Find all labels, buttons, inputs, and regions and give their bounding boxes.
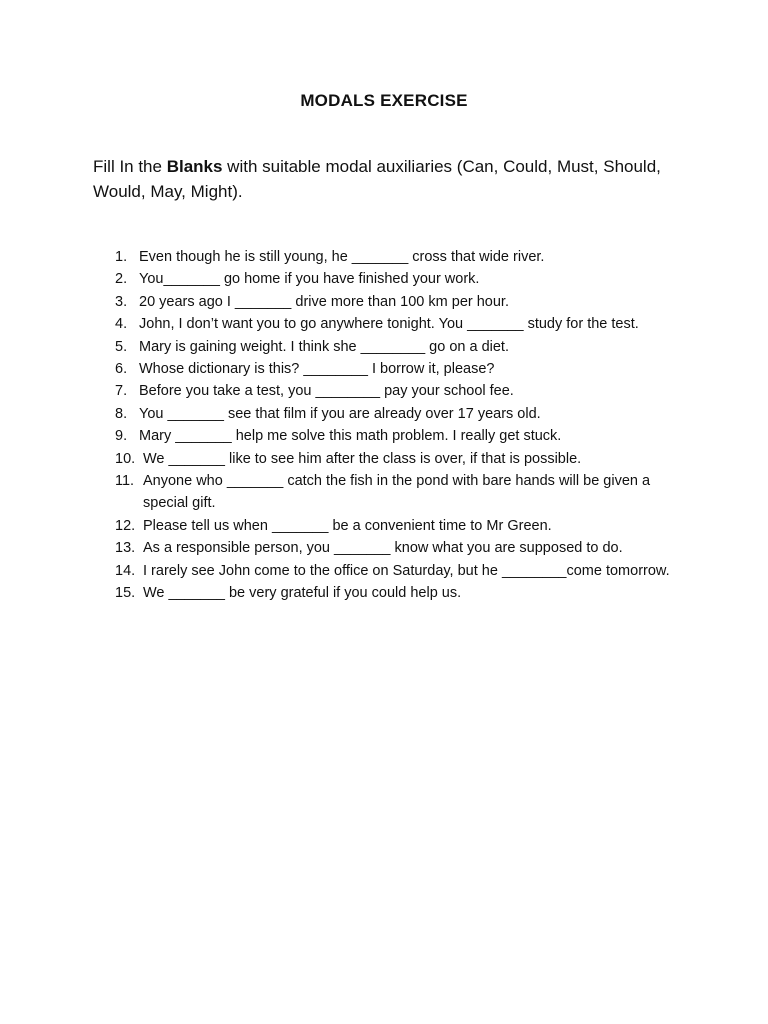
item-text: Even though he is still young, he _______ cross that wide river. (139, 249, 545, 265)
item-number: 3. (115, 293, 128, 310)
item-text: You_______ go home if you have finished your work. (139, 271, 480, 288)
item-text: Mary is gaining weight. I think she ________ go on a diet. (139, 338, 509, 355)
item-text: John, I don’t want you to go anywhere tonight. You _______ study for the test. (139, 316, 639, 333)
exercise-list (115, 246, 685, 605)
item-number: 12. (115, 517, 136, 534)
item-number: 14. (115, 562, 136, 579)
item-number: 10. (115, 450, 136, 467)
item-text: Please tell us when _______ be a convenient time to Mr Green. (143, 517, 552, 534)
exercise-item (115, 515, 685, 537)
item-text: As a responsible person, you _______ know what you are supposed to do. (143, 540, 623, 557)
item-number: 13. (115, 540, 136, 557)
item-text: Before you take a test, you ________ pay your school fee. (139, 383, 514, 400)
instructions-suffix: with suitable modal auxiliaries (Can, Could, Must, Should, Would, May, Might). (93, 157, 661, 201)
exercise-item (115, 380, 685, 402)
item-text: I rarely see John come to the office on Saturday, but he ________come tomorrow. (143, 562, 670, 579)
item-text: You _______ see that film if you are already over 17 years old. (139, 405, 541, 422)
item-number: 9. (115, 428, 128, 445)
item-text: We _______ like to see him after the class is over, if that is possible. (143, 450, 582, 467)
exercise-item (115, 313, 685, 335)
exercise-item (115, 560, 685, 582)
item-text: Mary _______ help me solve this math problem. I really get stuck. (139, 428, 562, 445)
exercise-item (115, 425, 685, 447)
item-text: Whose dictionary is this? ________ I borrow it, please? (139, 361, 495, 378)
exercise-item (115, 268, 685, 290)
exercise-item (115, 448, 685, 470)
item-number: 7. (115, 383, 128, 400)
exercise-item (115, 470, 685, 515)
exercise-item (115, 291, 685, 313)
page-title: MODALS EXERCISE (300, 91, 468, 110)
item-text: We _______ be very grateful if you could help us. (143, 585, 462, 602)
instructions-prefix: Fill In the (93, 157, 167, 176)
item-number: 11. (115, 473, 135, 490)
exercise-item (115, 537, 685, 559)
item-text: Anyone who _______ catch the fish in the pond with bare hands will be given a special gift. (143, 473, 651, 512)
item-number: 8. (115, 405, 128, 422)
exercise-item (115, 358, 685, 380)
instructions (93, 154, 683, 204)
item-text: 20 years ago I _______ drive more than 100 km per hour. (139, 293, 509, 310)
exercise-item (115, 582, 685, 604)
exercise-item (115, 246, 685, 268)
item-number: 6. (115, 361, 128, 378)
exercise-item (115, 336, 685, 358)
instructions-emphasis: Blanks (166, 157, 223, 176)
item-number: 4. (115, 316, 128, 333)
item-number: 5. (115, 338, 128, 355)
item-number: 1. (115, 249, 128, 265)
exercise-item (115, 403, 685, 425)
item-number: 15. (115, 585, 136, 602)
item-number: 2. (115, 271, 128, 288)
